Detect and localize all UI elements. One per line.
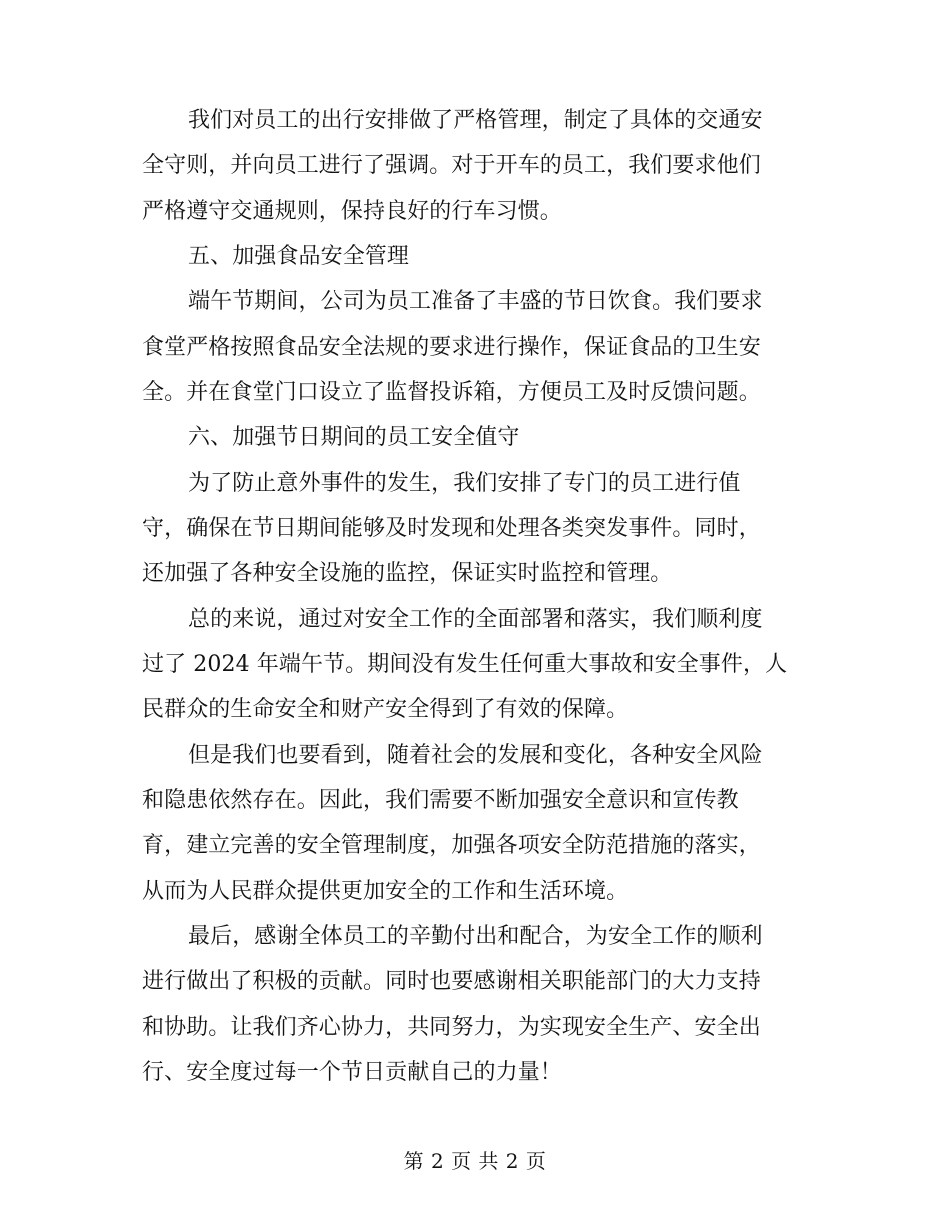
body-text-line: 为了防止意外事件的发生，我们安排了专门的员工进行值 <box>188 471 741 496</box>
section-heading: 六、加强节日期间的员工安全值守 <box>188 425 520 450</box>
body-text-line: 和协助。让我们齐心协力，共同努力，为实现安全生产、安全出 <box>142 1015 761 1040</box>
body-text-line: 从而为人民群众提供更加安全的工作和生活环境。 <box>142 879 629 904</box>
body-text-line: 最后，感谢全体员工的辛勤付出和配合，为安全工作的顺利 <box>188 924 763 949</box>
body-text-line: 行、安全度过每一个节日贡献自己的力量！ <box>142 1060 562 1085</box>
body-text-line: 食堂严格按照食品安全法规的要求进行操作，保证食品的卫生安 <box>142 335 761 360</box>
section-heading: 五、加强食品安全管理 <box>188 244 410 269</box>
body-text-line: 进行做出了积极的贡献。同时也要感谢相关职能部门的大力支持 <box>142 969 761 994</box>
body-text-line: 和隐患依然存在。因此，我们需要不断加强安全意识和宣传教 <box>142 788 739 813</box>
body-text-line: 端午节期间，公司为员工准备了丰盛的节日饮食。我们要求 <box>188 289 763 314</box>
body-text-line: 我们对员工的出行安排做了严格管理，制定了具体的交通安 <box>188 108 763 133</box>
body-text-line: 总的来说，通过对安全工作的全面部署和落实，我们顺利度 <box>188 607 763 632</box>
body-text-line: 还加强了各种安全设施的监控，保证实时监控和管理。 <box>142 561 673 586</box>
page-footer: 第 2 页 共 2 页 <box>403 1149 547 1173</box>
body-text-line: 严格遵守交通规则，保持良好的行车习惯。 <box>142 199 562 224</box>
body-text-line: 全。并在食堂门口设立了监督投诉箱，方便员工及时反馈问题。 <box>142 380 761 405</box>
body-text-line: 但是我们也要看到，随着社会的发展和变化，各种安全风险 <box>188 743 763 768</box>
body-text-line: 过了 2024 年端午节。期间没有发生任何重大事故和安全事件，人 <box>142 652 788 677</box>
body-text-line: 民群众的生命安全和财产安全得到了有效的保障。 <box>142 697 629 722</box>
body-text-line: 全守则，并向员工进行了强调。对于开车的员工，我们要求他们 <box>142 153 761 178</box>
body-text-line: 守，确保在节日期间能够及时发现和处理各类突发事件。同时， <box>142 516 761 541</box>
body-text-line: 育，建立完善的安全管理制度，加强各项安全防范措施的落实， <box>142 833 761 858</box>
